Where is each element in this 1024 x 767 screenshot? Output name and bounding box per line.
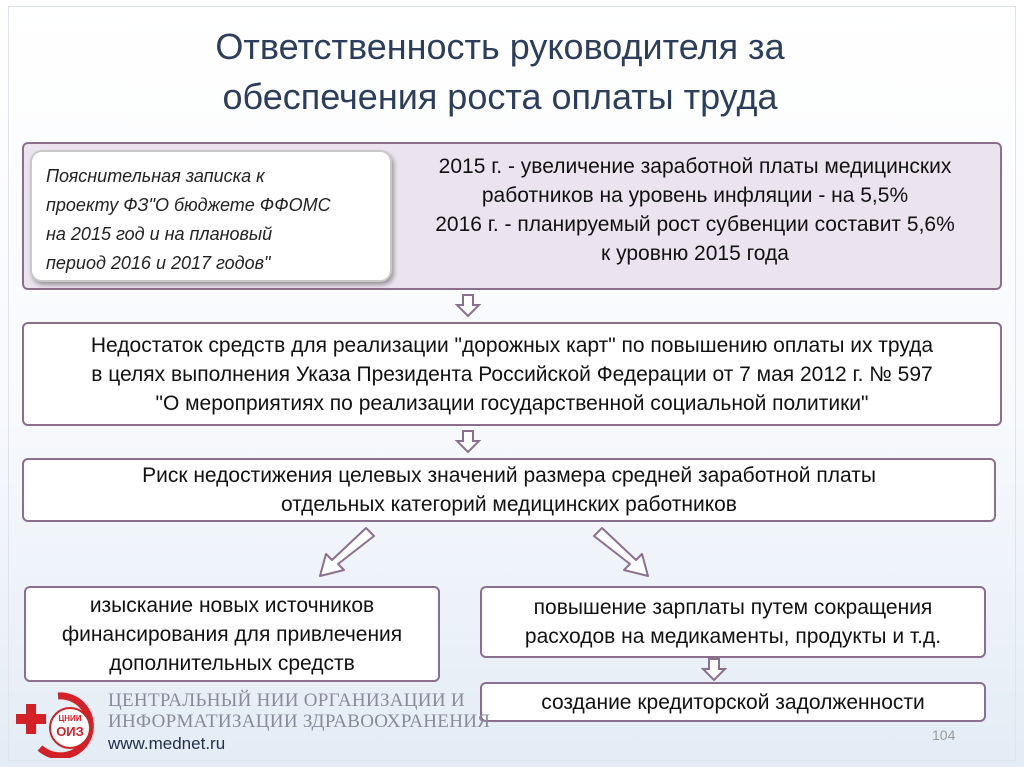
title-line-2: обеспечения роста оплаты труда — [222, 76, 778, 117]
down-arrow-icon — [701, 658, 727, 682]
shortage-line-3: "О мероприятиях по реализации государственной социальной политики" — [155, 391, 869, 415]
diagonal-arrow-right-icon — [588, 524, 668, 584]
funding-shortage-box — [22, 322, 1002, 426]
explanatory-note-callout — [30, 150, 392, 282]
summary-text — [395, 152, 995, 268]
summary-line-4: к уровню 2015 года — [601, 242, 789, 265]
cniioiz-logo-icon — [14, 688, 100, 758]
down-arrow-icon — [455, 430, 481, 454]
shortage-line-2: в целях выполнения Указа Президента Российской Федерации от 7 мая 2012 г. № 597 — [91, 362, 933, 386]
salary-increase-box — [480, 586, 986, 658]
page-number: 104 — [932, 727, 956, 743]
note-line-2: проекту ФЗ"О бюджете ФФОМС — [46, 195, 331, 215]
risk-line-1: Риск недостижения целевых значений размера средней заработной платы — [142, 464, 876, 487]
funding-line-3: дополнительных средств — [109, 651, 355, 675]
summary-line-1: 2015 г. - увеличение заработной платы медицинских — [438, 155, 952, 178]
diagonal-arrow-left-icon — [300, 524, 380, 584]
shortage-line-1: Недостаток средств для реализации "дорожных карт" по повышению оплаты их труда — [90, 333, 934, 357]
payable-line-1: создание кредиторской задолженности — [541, 690, 925, 714]
title-line-1: Ответственность руководителя за — [215, 26, 785, 67]
risk-box — [22, 458, 996, 522]
organization-name — [108, 690, 490, 732]
slide-title — [100, 22, 900, 122]
svg-text:ОИЗ: ОИЗ — [56, 724, 84, 739]
org-line-2: ИНФОРМАТИЗАЦИИ ЗДРАВООХРАНЕНИЯ — [108, 711, 491, 732]
risk-line-2: отдельных категорий медицинских работников — [281, 493, 737, 516]
organization-url[interactable]: www.mednet.ru — [108, 734, 226, 753]
accounts-payable-box — [480, 682, 986, 722]
org-line-1: ЦЕНТРАЛЬНЫЙ НИИ ОРГАНИЗАЦИИ И — [108, 690, 465, 711]
funding-line-2: финансирования для привлечения — [61, 622, 403, 646]
down-arrow-icon — [455, 294, 481, 318]
svg-text:ЦНИИ: ЦНИИ — [58, 714, 82, 723]
summary-line-2: работников на уровень инфляции - на 5,5% — [481, 184, 909, 207]
funding-line-1: изыскание новых источников — [89, 593, 375, 617]
summary-line-3: 2016 г. - планируемый рост субвенции составит 5,6% — [435, 213, 955, 236]
salary-line-2: расходов на медикаменты, продукты и т.д. — [524, 625, 942, 648]
salary-line-1: повышение зарплаты путем сокращения — [533, 596, 933, 619]
note-line-4: период 2016 и 2017 годов" — [46, 253, 271, 273]
note-line-3: на 2015 год и на плановый — [46, 224, 273, 244]
note-line-1: Пояснительная записка к — [46, 166, 265, 186]
new-funding-sources-box — [24, 586, 440, 682]
